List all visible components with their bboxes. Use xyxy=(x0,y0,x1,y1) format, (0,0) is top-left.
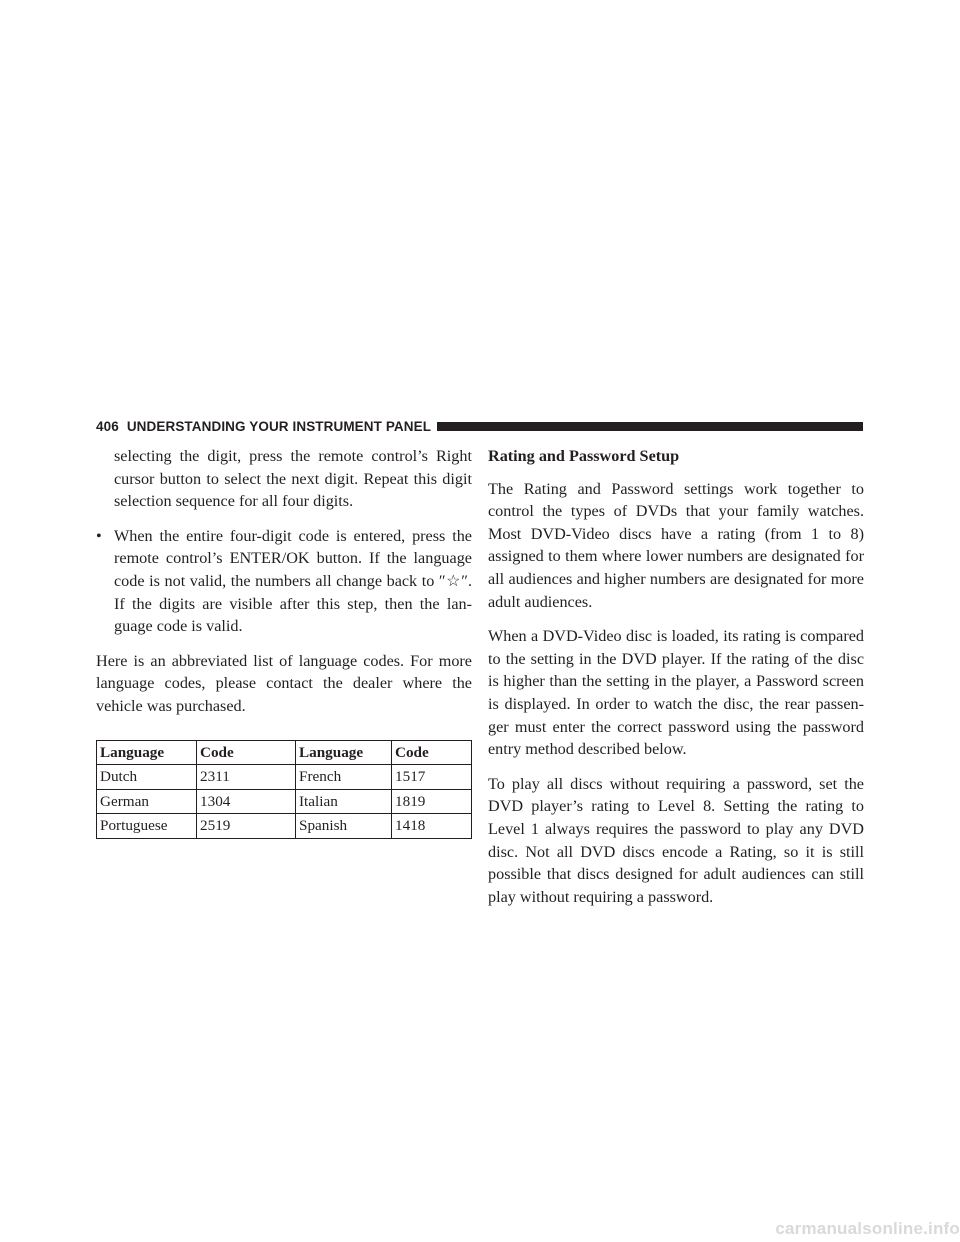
table-header-cell: Code xyxy=(197,740,296,765)
table-cell: 1304 xyxy=(197,789,296,814)
table-cell: Italian xyxy=(296,789,392,814)
page-header xyxy=(96,415,863,437)
table-intro-paragraph: Here is an abbreviated list of language codes. For more language codes, please contact the dealer where the vehicle was purchased. xyxy=(96,651,472,715)
bullet-icon: • xyxy=(96,526,102,545)
continuation-paragraph: selecting the digit, press the remote control’s Right cursor button to select the next digit. Repeat this digit selection sequence for all four digits. xyxy=(114,447,472,511)
table-cell: Spanish xyxy=(296,814,392,839)
table-cell: 1517 xyxy=(392,765,472,790)
table-row xyxy=(97,789,472,814)
language-codes-table xyxy=(96,740,472,839)
bullet-text: When the entire four-digit code is entered, press the remote control’s ENTER/OK button. If the language code is not valid, the numbers all change back to ″☆″. If the digits are visible after this step, then the lan-guage code is valid. xyxy=(114,526,472,636)
table-cell: French xyxy=(296,765,392,790)
table-cell: German xyxy=(97,789,197,814)
table-cell: Portuguese xyxy=(97,814,197,839)
body-paragraph: To play all discs without requiring a password, set the DVD player’s rating to Level 8. Setting the rating to Level 1 always requires the password to play any DVD disc. Not all DVD discs encode a Rating, so it is still possible that discs designed for adult audiences can still play without requiring a password. xyxy=(488,774,864,906)
table-header-cell: Language xyxy=(296,740,392,765)
section-heading: Rating and Password Setup xyxy=(488,447,680,465)
table-cell: 1418 xyxy=(392,814,472,839)
header-rule xyxy=(437,422,863,431)
right-column xyxy=(488,445,864,920)
table-header-cell: Language xyxy=(97,740,197,765)
page-number: 406 xyxy=(96,418,119,434)
body-paragraph: When a DVD-Video disc is loaded, its rating is compared to the setting in the DVD player. If the rating of the disc is higher than the setting in the player, a Password screen is displayed. In order to watch the disc, the rear passen-ger must enter the correct password using the password entry method described below. xyxy=(488,627,864,759)
left-column xyxy=(96,445,472,839)
table-cell: 2519 xyxy=(197,814,296,839)
table-header-row xyxy=(97,740,472,765)
body-paragraph: The Rating and Password settings work together to control the types of DVDs that your family watches. Most DVD-Video discs have a rating (from 1 to 8) assigned to them where lower numbers are designated for all audiences and higher numbers are designated for more adult audiences. xyxy=(488,479,864,611)
table-row xyxy=(97,814,472,839)
table-cell: 1819 xyxy=(392,789,472,814)
table-row xyxy=(97,765,472,790)
table-cell: Dutch xyxy=(97,765,197,790)
bullet-item xyxy=(96,525,472,638)
table-cell: 2311 xyxy=(197,765,296,790)
watermark: carmanualsonline.info xyxy=(775,1219,960,1238)
section-title: UNDERSTANDING YOUR INSTRUMENT PANEL xyxy=(126,418,432,434)
table-header-cell: Code xyxy=(392,740,472,765)
